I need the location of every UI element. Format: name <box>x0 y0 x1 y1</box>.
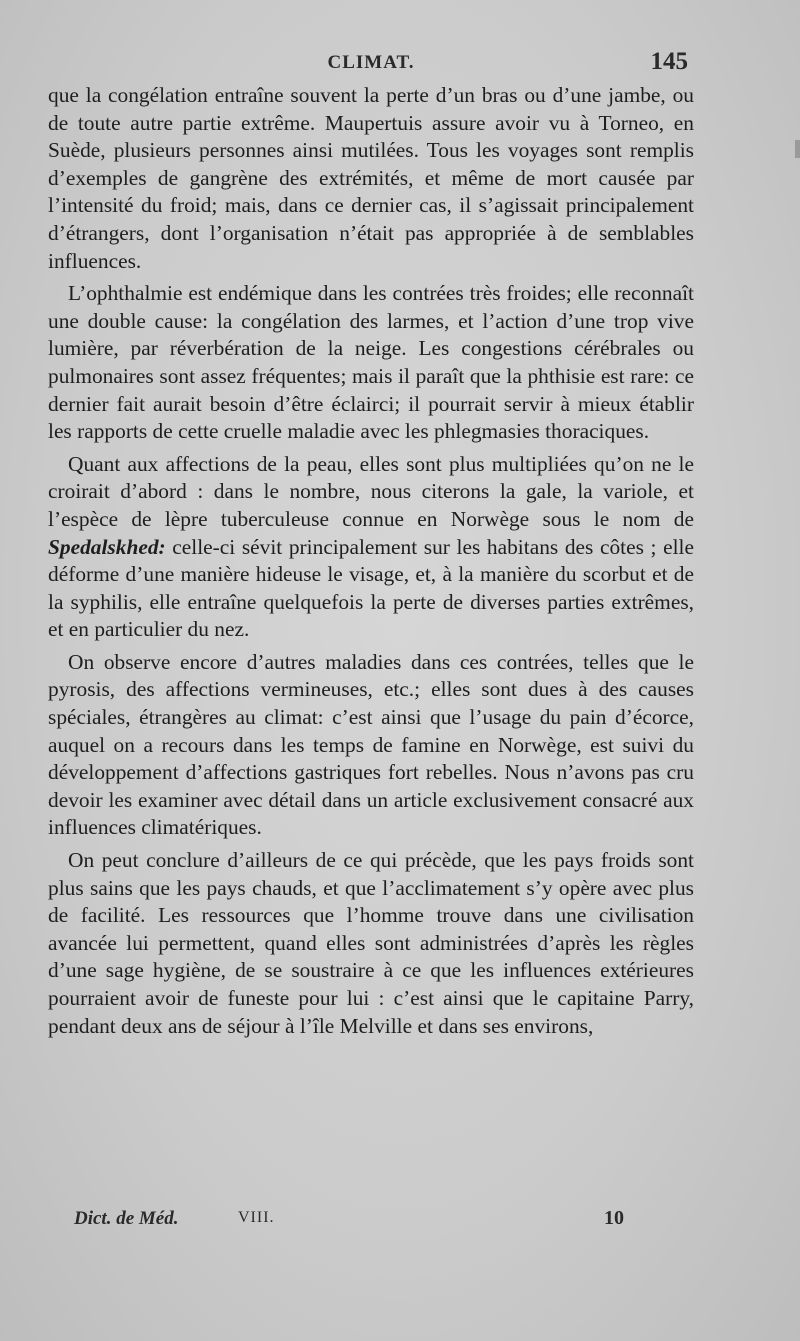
paragraph-affections-peau <box>48 451 694 644</box>
page-number: 145 <box>650 48 688 75</box>
footer-signature-mark: 10 <box>604 1207 624 1229</box>
italic-term-spedalskhed: Spedalskhed: <box>48 534 166 559</box>
footer-volume-title: Dict. de Méd. <box>74 1208 179 1229</box>
paragraph-ophthalmie: L’ophthalmie est endémique dans les contrées très froides; elle reconnaît une double cause: la congélation des larmes, et l’action d’une trop vive lumière, par réverbération de la neige. Les congestions cérébrales ou pulmonaires sont assez fréquentes; mais il paraît que la phthisie est rare: ce dernier fait aurait besoin d’être éclairci; il pourrait servir à mieux établir les rapports de cette cruelle maladie avec les phlegmasies thoraciques. <box>48 281 694 444</box>
page-header <box>48 48 694 82</box>
paragraph-text-after: celle-ci sévit principalement sur les habitans des côtes ; elle déforme d’une manière hideuse le visage, et, à la manière du scorbut et de la syphilis, elle entraîne quelquefois la perte de diverses parties extrêmes, et en particulier du nez. <box>48 534 694 642</box>
page-edge-mark <box>795 140 800 158</box>
page-footer <box>48 1208 694 1238</box>
body-text <box>48 82 694 1040</box>
paragraph-continuation: que la congélation entraîne souvent la perte d’un bras ou d’une jambe, ou de toute autre partie extrême. Maupertuis assure avoir vu à Torneo, en Suède, plusieurs personnes ainsi mutilées. Tous les voyages sont remplis d’exemples de gangrène des extrémités, et même de mort causée par l’intensité du froid; mais, dans ce dernier cas, il s’agissait principalement d’étrangers, dont l’organisation n’était pas appropriée à de semblables influences. <box>48 83 694 273</box>
paragraph-text-before: Quant aux affections de la peau, elles sont plus multipliées qu’on ne le croirait d’abord : dans le nombre, nous citerons la gale, la variole, et l’espèce de lèpre tuberculeuse connue en Norwège sous le nom de <box>48 451 694 531</box>
paragraph-conclusion: On peut conclure d’ailleurs de ce qui précède, que les pays froids sont plus sains que les pays chauds, et que l’acclimatement s’y opère avec plus de facilité. Les ressources que l’homme trouve dans une civilisation avancée lui permettent, quand elles sont administrées d’après les règles d’une sage hygiène, de se soustraire à ce que les influences extérieures pourraient avoir de funeste pour lui : c’est ainsi que le capitaine Parry, pendant deux ans de séjour à l’île Melville et dans ses environs, <box>48 848 694 1038</box>
running-title: CLIMAT. <box>327 52 415 73</box>
paragraph-autres-maladies: On observe encore d’autres maladies dans ces contrées, telles que le pyrosis, des affections vermineuses, etc.; elles sont dues à des causes spéciales, étrangères au climat: c’est ainsi que l’usage du pain d’écorce, auquel on a recours dans les temps de famine en Norwège, est suivi du développement d’affections gastriques fort rebelles. Nous n’avons pas cru devoir les examiner avec détail dans un article exclusivement consacré aux influences climatériques. <box>48 649 694 840</box>
footer-volume-number: VIII. <box>238 1209 275 1226</box>
